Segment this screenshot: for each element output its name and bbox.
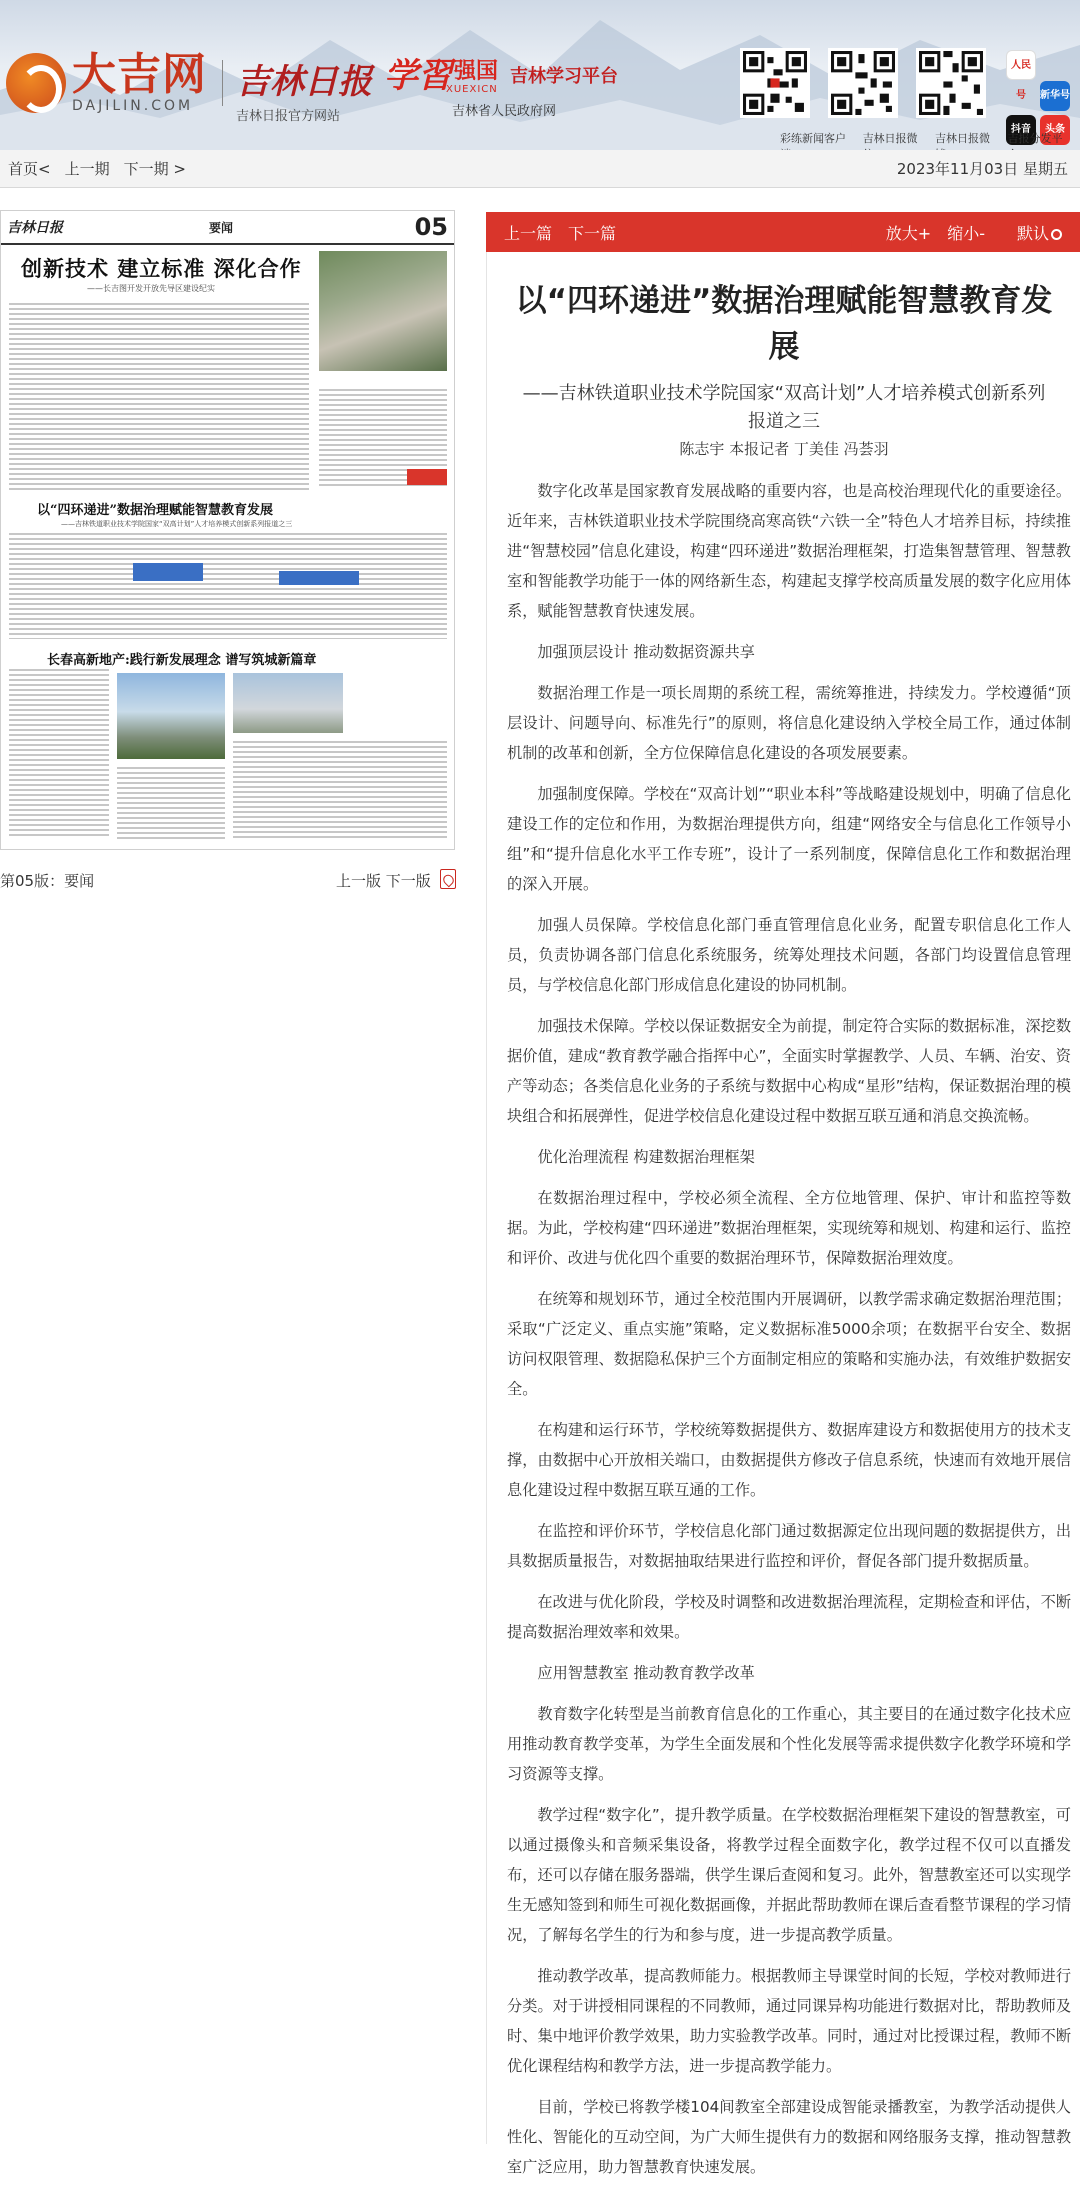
zoom-out-button[interactable]: 缩小- [947, 223, 985, 243]
paper-section: 要闻 [209, 221, 234, 235]
page-pager [336, 870, 431, 891]
article-paragraph: 在数据治理过程中，学校必须全流程、全方位地管理、保护、审计和监控等数据。为此，学校构建“四环递进”数据治理框架，实现统筹和规划、构建和运行、监控和评价、改进与优化四个重要的数据治理环节，保障数据治理效度。 [507, 1189, 1071, 1267]
dajilin-logo[interactable] [6, 49, 207, 114]
next-page-link[interactable]: 下一版 [385, 872, 431, 890]
article-paragraph: 在统筹和规划环节，通过全校范围内开展调研，以教学需求确定数据治理范围；采取“广泛定义、重点实施”策略，定义数据标准5000余项；在数据平台安全、数据访问权限管理、数据隐私保护三个方面制定相应的策略和实施办法，有效维护数据安全。 [507, 1290, 1071, 1398]
paper-headline-1-sub: ——长吉图开发开放先导区建设纪实 [87, 284, 215, 293]
paper-headline-2[interactable]: 以“四环递进”数据治理赋能智慧教育发展 [37, 503, 273, 518]
dajilin-logo-icon [6, 53, 66, 113]
paper-text-block[interactable] [9, 303, 309, 493]
qr-code-weibo [916, 48, 986, 118]
article-paragraph: 数字化改革是国家教育发展战略的重要内容，也是高校治理现代化的重要途径。近年来，吉林铁道职业技术学院围绕高寒高铁“六铁一全”特色人才培养目标，持续推进“智慧校园”信息化建设，构建“四环递进”数据治理框架，打造集智慧管理、智慧教室和智能教学功能于一体的网络新生态，构建起支撑学校高质量发展的数字化应用体系，赋能智慧教育快速发展。 [507, 482, 1071, 620]
paper-brand: 吉林日报 [7, 220, 63, 236]
divider [222, 60, 223, 106]
article-section-heading: 应用智慧教室 推动教育教学改革 [537, 1664, 755, 1682]
paper-photo-building[interactable] [117, 673, 225, 759]
jilin-daily-name: 吉林日报 [236, 62, 372, 102]
next-article-link[interactable]: 下一篇 [568, 223, 617, 243]
qr-icon [831, 51, 895, 115]
article-toolbar [486, 212, 1080, 252]
xuexi-pinyin: XUEXICN [446, 84, 498, 95]
paper-blue-tag [133, 563, 203, 581]
edition-label: 第05版：要闻 [0, 872, 95, 890]
paper-photo-highway[interactable] [319, 251, 447, 371]
article-paragraph: 加强制度保障。学校在“双高计划”“职业本科”等战略建设规划中，明确了信息化建设工作的定位和作用，为数据治理提供方向，组建“网络安全与信息化工作领导小组”和“提升信息化水平工作专班”，设计了一系列制度，保障信息化工作和数据治理的深入开展。 [507, 785, 1071, 893]
qr-icon [919, 51, 983, 115]
paper-masthead [1, 211, 454, 245]
article-paragraph: 在改进与优化阶段，学校及时调整和改进数据治理流程，定期检查和评估，不断提高数据治理效率和效果。 [507, 1593, 1071, 1641]
paper-headline-1[interactable]: 创新技术 建立标准 深化合作 [21, 256, 302, 281]
paper-page-number: 05 [414, 213, 448, 241]
renminhao-icon[interactable]: 人民号 [1006, 50, 1036, 80]
issue-nav-bar [0, 150, 1080, 188]
paper-headline-2-sub: ——吉林铁道职业技术学院国家“双高计划”人才培养模式创新系列报道之三 [61, 520, 293, 528]
article-byline: 陈志宇 本报记者 丁美佳 冯荟羽 [679, 440, 889, 458]
issue-date: 2023年11月03日 星期五 [896, 160, 1068, 178]
xuexi-platform-name: 吉林学习平台 [510, 66, 619, 87]
xinhuahao-icon[interactable]: 新华号 [1040, 81, 1070, 111]
toutiao-icon[interactable]: 头条 [1040, 115, 1070, 145]
prev-page-link[interactable]: 上一版 [336, 872, 382, 890]
prev-issue-link[interactable]: 上一期 [64, 160, 110, 178]
pdf-download-icon[interactable] [440, 869, 456, 889]
article-paragraph: 在构建和运行环节，学校统筹数据提供方、数据库建设方和数据使用方的技术支撑，由数据中心开放相关端口，由数据提供方修改子信息系统，快速而有效地开展信息化建设过程中数据互联互通的工作。 [507, 1421, 1071, 1499]
article-section-heading: 优化治理流程 构建数据治理框架 [537, 1148, 755, 1166]
qr-caption-wechat: 吉林日报微 [862, 132, 918, 145]
article-content [486, 252, 1080, 2176]
article-paragraph: 加强人员保障。学校信息化部门垂直管理信息化业务，配置专职信息化工作人员，负责协调各部门信息化系统服务，统筹处理技术问题，各部门均设置信息管理员，与学校信息化部门形成信息化建设的协同机制。 [507, 916, 1071, 994]
qr-icon [743, 51, 807, 115]
paper-red-tag [407, 469, 447, 485]
xuexi-name: 学習 [384, 56, 452, 96]
qr-code-row [740, 48, 1004, 118]
provincial-gov-link[interactable]: 吉林省人民政府网 [452, 104, 557, 119]
douyin-icon[interactable]: 抖音 [1006, 115, 1036, 145]
default-size-button[interactable] [1001, 221, 1062, 244]
article-subtitle: ——吉林铁道职业技术学院国家“双高计划”人才培养模式创新系列报道之三 [522, 383, 1046, 432]
jilin-daily-logo[interactable] [236, 54, 372, 124]
article-title: 以“四环递进”数据治理赋能智慧教育发展 [515, 283, 1053, 365]
paper-text-block[interactable] [233, 741, 447, 839]
newspaper-page-image[interactable] [0, 210, 455, 850]
next-issue-link[interactable]: 下一期 > [123, 160, 186, 178]
reset-circle-icon [1051, 229, 1062, 240]
dajilin-domain: DAJILIN.COM [72, 98, 194, 114]
zoom-in-button[interactable]: 放大+ [885, 223, 932, 243]
qr-caption-app: 彩练新闻客户 [780, 132, 846, 145]
default-size-label: 默认 [1016, 223, 1049, 243]
article-body [507, 476, 1071, 2193]
prev-article-link[interactable]: 上一篇 [504, 223, 553, 243]
paper-blue-tag [279, 571, 359, 585]
qiangguo-name: 强国 [454, 59, 499, 84]
article-paragraph: 教学过程“数字化”，提升教学质量。在学校数据治理框架下建设的智慧教室，可以通过摄像头和音频采集设备，将教学过程全面数字化，教学过程不仅可以直播发布，还可以存储在服务器端，供学生课后查阅和复习。此外，智慧教室还可以实现学生无感知签到和师生可视化数据画像，并据此帮助教师在课后查看整节课程的学习情况，了解每名学生的行为和参与度，进一步提高教学质量。 [507, 1806, 1071, 1944]
qr-caption-platform: 吉报分发平 [1007, 132, 1063, 145]
article-paragraph: 在监控和评价环节，学校信息化部门通过数据源定位出现问题的数据提供方，出具数据质量报告，对数据抽取结果进行监控和评价，督促各部门提升数据质量。 [507, 1522, 1071, 1570]
font-size-tools [870, 221, 1062, 244]
article-paragraph: 加强技术保障。学校以保证数据安全为前提，制定符合实际的数据标准，深挖数据价值，建成“教育教学融合指挥中心”，全面实时掌握教学、人员、车辆、治安、资产等动态；各类信息化业务的子系统与数据中心构成“星形”结构，保证数据治理的模块组合和拓展弹性，促进学校信息化建设过程中数据互联互通和消息交换流畅。 [507, 1017, 1071, 1125]
paper-text-block[interactable] [9, 533, 447, 639]
paper-headline-3[interactable]: 长春高新地产:践行新发展理念 谱写筑城新篇章 [47, 653, 317, 668]
article-section-heading: 加强顶层设计 推动数据资源共享 [537, 643, 755, 661]
qr-code-app [740, 48, 810, 118]
site-banner [0, 0, 1080, 150]
xuexi-qiangguo-logo[interactable] [384, 48, 618, 97]
article-paragraph: 目前，学校已将教学楼104间教室全部建设成智能录播教室，为教学活动提供人性化、智能化的互动空间，为广大师生提供有力的数据和网络服务支撑，推动智慧教室广泛应用，助力智慧教育快速发展。 [507, 2098, 1071, 2176]
jilin-daily-subtitle: 吉林日报官方网站 [236, 109, 341, 124]
home-link[interactable]: 首页< [8, 160, 51, 178]
page-footer [0, 870, 460, 894]
article-paragraph: 数据治理工作是一项长周期的系统工程，需统筹推进，持续发力。学校遵循“顶层设计、问题导向、标准先行”的原则，将信息化建设纳入学校全局工作，通过体制机制的改革和创新，全方位保障信息化建设的各项发展要素。 [507, 684, 1071, 762]
article-paragraph: 教育数字化转型是当前教育信息化的工作重心，其主要目的在通过数字化技术应用推动教育教学变革，为学生全面发展和个性化发展等需求提供数字化教学环境和学习资源等支撑。 [507, 1705, 1071, 1783]
qr-code-wechat [828, 48, 898, 118]
dajilin-name: 大吉网 [72, 49, 207, 100]
article-paragraph: 推动教学改革，提高教师能力。根据教师主导课堂时间的长短，学校对教师进行分类。对于讲授相同课程的不同教师，通过同课异构功能进行数据对比，帮助教师及时、集中地评价教学效果，助力实验教学改革。同时，通过对比授课过程，教师不断优化课程结构和教学方法，进一步提高教学能力。 [507, 1967, 1071, 2075]
qr-caption-weibo: 吉林日报微 [935, 132, 991, 145]
paper-text-block[interactable] [117, 767, 225, 839]
paper-photo-city[interactable] [233, 673, 343, 733]
paper-text-block[interactable] [9, 669, 109, 839]
